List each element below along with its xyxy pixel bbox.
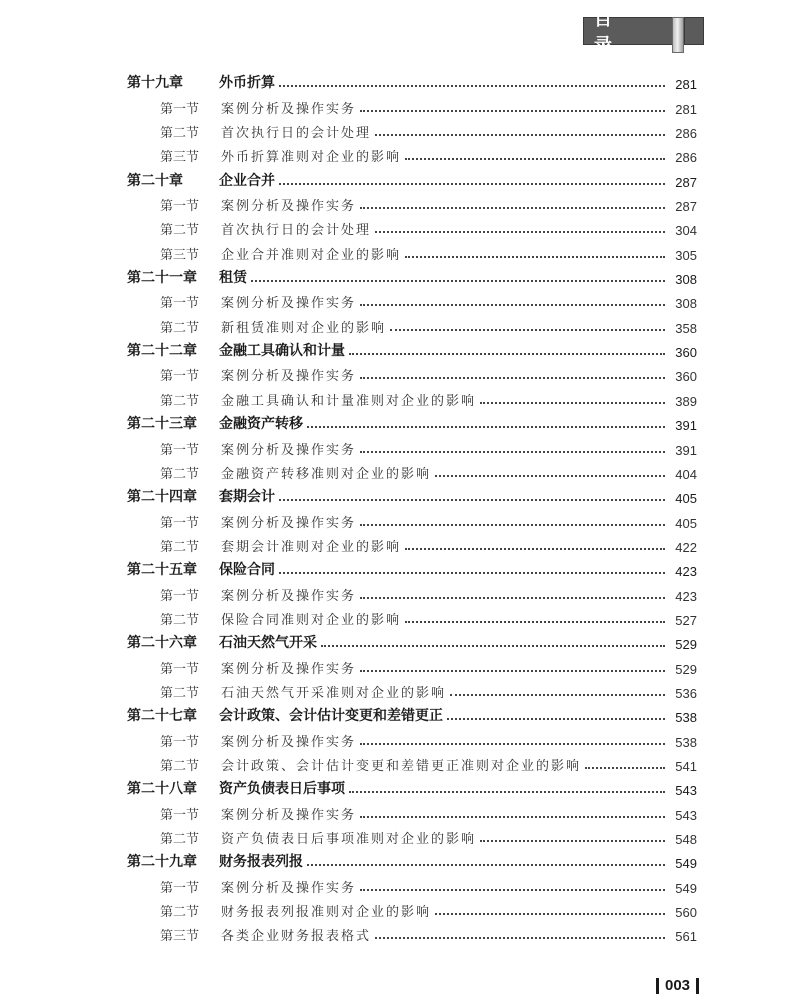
- section-number: 第二节: [160, 320, 200, 336]
- section-title: 案例分析及操作实务: [221, 880, 357, 896]
- section-title: 首次执行日的会计处理: [221, 126, 372, 142]
- page-ref: 305: [675, 247, 697, 263]
- chapter-title: 金融资产转移: [219, 416, 303, 433]
- section-number: 第一节: [160, 588, 200, 604]
- toc-section-entry[interactable]: [127, 579, 697, 603]
- section-title: 金融工具确认和计量准则对企业的影响: [221, 393, 477, 409]
- section-number: 第一节: [160, 369, 200, 385]
- section-number: 第三节: [160, 247, 200, 263]
- dot-leader: [375, 937, 665, 939]
- toc-chapter-entry[interactable]: [127, 165, 697, 189]
- page-ref: 405: [675, 491, 697, 507]
- toc-chapter-entry[interactable]: [127, 555, 697, 579]
- page-footer: [650, 977, 705, 994]
- dot-leader: [480, 840, 665, 842]
- section-title: 套期会计准则对企业的影响: [221, 539, 402, 555]
- toc-section-entry[interactable]: [127, 117, 697, 141]
- dot-leader: [447, 718, 665, 720]
- section-title: 金融资产转移准则对企业的影响: [221, 466, 432, 482]
- page-ref: 541: [675, 758, 697, 774]
- footer-bar-right: [696, 978, 699, 994]
- dot-leader: [435, 475, 665, 477]
- section-number: 第三节: [160, 929, 200, 945]
- section-number: 第二节: [160, 832, 200, 847]
- section-number: 第一节: [160, 734, 200, 750]
- chapter-number: 第二十三章: [127, 416, 197, 433]
- dot-leader: [405, 548, 665, 550]
- page-ref: 538: [675, 734, 697, 750]
- section-title: 财务报表列报准则对企业的影响: [221, 905, 432, 921]
- dot-leader: [251, 280, 665, 282]
- toc-section-entry[interactable]: [127, 871, 697, 895]
- section-number: 第一节: [160, 199, 200, 215]
- toc-chapter-entry[interactable]: [127, 68, 697, 92]
- section-number: 第一节: [160, 101, 200, 117]
- section-title: 企业合并准则对企业的影响: [221, 247, 402, 263]
- section-title: 会计政策、会计估计变更和差错更正准则对企业的影响: [221, 758, 582, 774]
- section-number: 第一节: [160, 661, 200, 677]
- dot-leader: [360, 377, 665, 379]
- toc-section-entry[interactable]: [127, 433, 697, 457]
- dot-leader: [279, 572, 665, 574]
- header-decoration: [684, 17, 704, 45]
- toc-chapter-entry[interactable]: [127, 701, 697, 725]
- toc-section-entry[interactable]: [127, 677, 697, 701]
- chapter-number: 第二十二章: [127, 343, 197, 360]
- toc-section-entry[interactable]: [127, 238, 697, 262]
- chapter-number: 第二十五章: [127, 562, 197, 579]
- page-ref: 286: [675, 126, 697, 142]
- dot-leader: [405, 158, 665, 160]
- page-ref: 287: [675, 174, 697, 190]
- dot-leader: [585, 767, 665, 769]
- chapter-title: 财务报表列报: [219, 854, 303, 871]
- toc-section-entry[interactable]: [127, 604, 697, 628]
- section-title: 案例分析及操作实务: [221, 442, 357, 458]
- dot-leader: [360, 207, 665, 209]
- section-title: 案例分析及操作实务: [221, 369, 357, 385]
- page-ref: 529: [675, 637, 697, 653]
- dot-leader: [405, 621, 665, 623]
- section-number: 第三节: [160, 150, 200, 166]
- dot-leader: [279, 183, 665, 185]
- section-number: 第一节: [160, 296, 200, 312]
- chapter-number: 第二十七章: [127, 708, 197, 725]
- dot-leader: [375, 231, 665, 233]
- dot-leader: [360, 889, 665, 891]
- dot-leader: [390, 329, 665, 331]
- section-title: 保险合同准则对企业的影响: [221, 612, 402, 628]
- section-number: 第二节: [160, 905, 200, 921]
- chapter-number: 第二十章: [127, 172, 183, 189]
- dot-leader: [405, 256, 665, 258]
- toc-chapter-entry[interactable]: [127, 336, 697, 360]
- dot-leader: [360, 304, 665, 306]
- toc-chapter-entry[interactable]: [127, 847, 697, 871]
- chapter-number: 第二十六章: [127, 635, 197, 652]
- toc-chapter-entry[interactable]: [127, 482, 697, 506]
- toc-section-entry[interactable]: [127, 750, 697, 774]
- section-title: 案例分析及操作实务: [221, 588, 357, 604]
- dot-leader: [360, 110, 665, 112]
- toc-chapter-entry[interactable]: [127, 774, 697, 798]
- section-title: 外币折算准则对企业的影响: [221, 150, 402, 166]
- chapter-number: 第十九章: [127, 75, 183, 92]
- section-title: 案例分析及操作实务: [221, 101, 357, 117]
- chapter-title: 金融工具确认和计量: [219, 343, 345, 360]
- dot-leader: [349, 791, 665, 793]
- page-number: 003: [665, 977, 691, 994]
- section-number: 第二节: [160, 758, 200, 774]
- section-title: 首次执行日的会计处理: [221, 223, 372, 239]
- dot-leader: [435, 913, 665, 915]
- section-number: 第一节: [160, 442, 200, 458]
- toc-chapter-entry[interactable]: [127, 263, 697, 287]
- section-title: 案例分析及操作实务: [221, 734, 357, 750]
- page-ref: 423: [675, 564, 697, 580]
- section-number: 第一节: [160, 880, 200, 896]
- section-number: 第一节: [160, 807, 200, 823]
- chapter-number: 第二十九章: [127, 854, 197, 871]
- section-title: 石油天然气开采准则对企业的影响: [221, 685, 447, 701]
- dot-leader: [360, 743, 665, 745]
- toc-section-entry[interactable]: [127, 725, 697, 749]
- page-ref: 287: [675, 199, 697, 215]
- page-ref: 308: [675, 272, 697, 288]
- page-ref: 358: [675, 320, 697, 336]
- chapter-title: 外币折算: [219, 75, 275, 92]
- section-title: 案例分析及操作实务: [221, 199, 357, 215]
- chapter-title: 会计政策、会计估计变更和差错更正: [219, 708, 443, 725]
- section-number: 第二节: [160, 466, 200, 482]
- toc-section-entry[interactable]: [127, 506, 697, 530]
- page-ref: 536: [675, 685, 697, 701]
- page-ref: 548: [675, 832, 697, 847]
- chapter-title: 套期会计: [219, 489, 275, 506]
- dot-leader: [360, 597, 665, 599]
- dot-leader: [360, 451, 665, 453]
- page-ref: 404: [675, 466, 697, 482]
- section-number: 第二节: [160, 539, 200, 555]
- toc-section-entry[interactable]: [127, 311, 697, 335]
- section-title: 新租赁准则对企业的影响: [221, 320, 387, 336]
- toc-header-title: 目 录: [583, 17, 673, 45]
- page-ref: 391: [675, 442, 697, 458]
- chapter-number: 第二十一章: [127, 270, 197, 287]
- section-title: 案例分析及操作实务: [221, 296, 357, 312]
- section-number: 第二节: [160, 223, 200, 239]
- dot-leader: [360, 670, 665, 672]
- section-number: 第二节: [160, 393, 200, 409]
- toc-section-entry[interactable]: [127, 458, 697, 482]
- page-ref: 304: [675, 223, 697, 239]
- dot-leader: [480, 402, 665, 404]
- page-ref: 389: [675, 393, 697, 409]
- dot-leader: [360, 816, 665, 818]
- page-ref: 527: [675, 612, 697, 628]
- page-ref: 391: [675, 418, 697, 434]
- toc-section-entry[interactable]: [127, 360, 697, 384]
- page-ref: 405: [675, 515, 697, 531]
- section-title: 资产负债表日后事项准则对企业的影响: [221, 832, 477, 847]
- toc-chapter-entry[interactable]: [127, 628, 697, 652]
- section-number: 第一节: [160, 515, 200, 531]
- chapter-number: 第二十八章: [127, 781, 197, 798]
- page-ref: 538: [675, 710, 697, 726]
- page-ref: 543: [675, 807, 697, 823]
- section-title: 案例分析及操作实务: [221, 515, 357, 531]
- dot-leader: [307, 426, 665, 428]
- dot-leader: [307, 864, 665, 866]
- toc-section-entry[interactable]: [127, 798, 697, 822]
- toc-section-entry[interactable]: [127, 823, 697, 847]
- section-title: 案例分析及操作实务: [221, 661, 357, 677]
- page-ref: 561: [675, 929, 697, 945]
- page-ref: 529: [675, 661, 697, 677]
- toc-chapter-entry[interactable]: [127, 409, 697, 433]
- toc-section-entry[interactable]: [127, 92, 697, 116]
- toc-section-entry[interactable]: [127, 652, 697, 676]
- page-ref: 549: [675, 856, 697, 872]
- chapter-number: 第二十四章: [127, 489, 197, 506]
- page-ref: 560: [675, 905, 697, 921]
- chapter-title: 石油天然气开采: [219, 635, 317, 652]
- page-ref: 360: [675, 369, 697, 385]
- toc-section-entry[interactable]: [127, 896, 697, 920]
- table-of-contents: [127, 68, 697, 944]
- header-decoration-bar: [672, 17, 684, 53]
- section-number: 第二节: [160, 612, 200, 628]
- toc-section-entry[interactable]: [127, 287, 697, 311]
- page-ref: 286: [675, 150, 697, 166]
- page-ref: 308: [675, 296, 697, 312]
- chapter-title: 企业合并: [219, 172, 275, 189]
- footer-bar-left: [656, 978, 659, 994]
- page-ref: 423: [675, 588, 697, 604]
- dot-leader: [360, 524, 665, 526]
- page-ref: 360: [675, 345, 697, 361]
- section-number: 第二节: [160, 126, 200, 142]
- toc-section-entry[interactable]: [127, 214, 697, 238]
- chapter-title: 租赁: [219, 270, 247, 287]
- toc-section-entry[interactable]: [127, 384, 697, 408]
- section-title: 各类企业财务报表格式: [221, 929, 372, 945]
- chapter-title: 保险合同: [219, 562, 275, 579]
- page-ref: 422: [675, 539, 697, 555]
- section-title: 案例分析及操作实务: [221, 807, 357, 823]
- dot-leader: [349, 353, 665, 355]
- chapter-title: 资产负债表日后事项: [219, 781, 345, 798]
- dot-leader: [279, 499, 665, 501]
- page-ref: 549: [675, 880, 697, 896]
- toc-section-entry[interactable]: [127, 141, 697, 165]
- dot-leader: [321, 645, 665, 647]
- page-ref: 543: [675, 783, 697, 799]
- page-ref: 281: [675, 77, 697, 93]
- page-ref: 281: [675, 101, 697, 117]
- dot-leader: [279, 85, 665, 87]
- toc-section-entry[interactable]: [127, 531, 697, 555]
- section-number: 第二节: [160, 685, 200, 701]
- dot-leader: [450, 694, 665, 696]
- toc-section-entry[interactable]: [127, 920, 697, 944]
- dot-leader: [375, 134, 665, 136]
- toc-section-entry[interactable]: [127, 190, 697, 214]
